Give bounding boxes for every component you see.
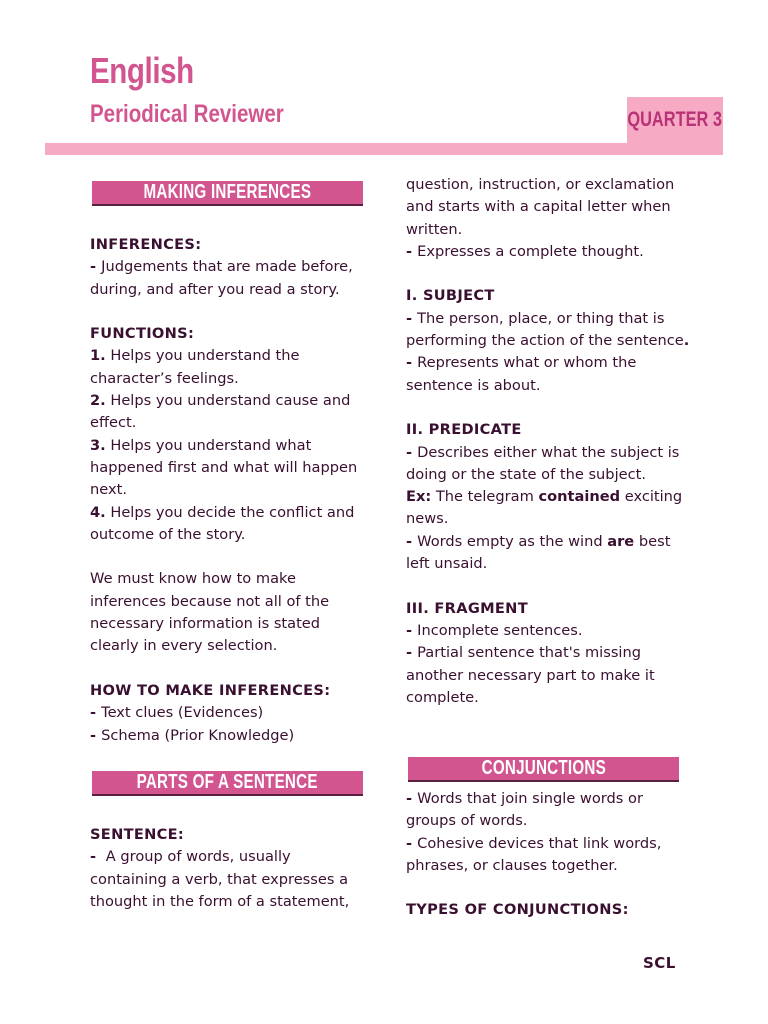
banner-making-inferences: [92, 181, 363, 206]
how-item-1: - Text clues (Evidences): [90, 704, 264, 722]
conjunction-item-1: - Words that join single words or groups of words.: [406, 790, 643, 830]
sentence-continuation: question, instruction, or exclamation and starts with a capital letter when written.: [406, 176, 675, 238]
left-column-bottom: [90, 824, 368, 913]
fragment-item-2: - Partial sentence that's missing another necessary part to make it complete.: [406, 644, 655, 706]
right-column-bottom: [406, 788, 696, 922]
subject-item-1: - The person, place, or thing that is performing the action of the sentence.: [406, 309, 690, 350]
subject-item-2: - Represents what or whom the sentence is about.: [406, 354, 637, 394]
left-column-top: [90, 234, 368, 747]
function-item-3: 3. Helps you understand what happened first and what will happen next.: [90, 436, 358, 499]
page-subtitle: Periodical Reviewer: [90, 100, 284, 128]
banner-making-inferences-label: MAKING INFERENCES: [143, 181, 312, 203]
predicate-item-2: - Words empty as the wind are best left unsaid.: [406, 532, 671, 573]
footer-initials: SCL: [643, 954, 676, 972]
banner-conjunctions: [408, 757, 679, 782]
inferences-heading: INFERENCES:: [90, 236, 202, 253]
predicate-example: Ex: The telegram contained exciting news.: [406, 488, 683, 528]
banner-conjunctions-label: CONJUNCTIONS: [481, 757, 606, 779]
types-of-conjunctions-heading: TYPES OF CONJUNCTIONS:: [406, 901, 629, 919]
quarter-badge: [627, 97, 723, 143]
sentence-definition: - A group of words, usually containing a verb, that expresses a thought in the form of a statement,: [90, 848, 350, 910]
function-item-1: 1. Helps you understand the character’s feelings.: [90, 347, 300, 387]
subject-heading: I. SUBJECT: [406, 287, 495, 305]
banner-parts-of-a-sentence: [92, 771, 363, 796]
how-item-2: - Schema (Prior Knowledge): [90, 726, 295, 744]
how-to-make-inferences-heading: HOW TO MAKE INFERENCES:: [90, 681, 331, 699]
quarter-label: QUARTER 3: [627, 108, 723, 131]
predicate-item-1: - Describes either what the subject is doing or the state of the subject.: [406, 443, 680, 483]
banner-parts-of-a-sentence-label: PARTS OF A SENTENCE: [136, 771, 319, 793]
fragment-item-1: - Incomplete sentences.: [406, 621, 583, 639]
predicate-heading: II. PREDICATE: [406, 421, 522, 439]
page-title: English: [90, 50, 194, 91]
inferences-definition: - Judgements that are made before, during, and after you read a story.: [90, 258, 353, 298]
must-know-paragraph: We must know how to make inferences because not all of the necessary information is stated clearly in every selection.: [90, 570, 330, 655]
functions-heading: FUNCTIONS:: [90, 325, 195, 343]
conjunction-item-2: - Cohesive devices that link words, phrases, or clauses together.: [406, 834, 662, 874]
fragment-heading: III. FRAGMENT: [406, 599, 528, 617]
function-item-2: 2. Helps you understand cause and effect.: [90, 392, 351, 432]
sentence-heading: SENTENCE:: [90, 826, 185, 843]
function-item-4: 4. Helps you decide the conflict and outcome of the story.: [90, 503, 355, 543]
sentence-complete-thought: - Expresses a complete thought.: [406, 242, 644, 260]
right-column-top: [406, 174, 696, 709]
header-divider: [45, 143, 723, 155]
